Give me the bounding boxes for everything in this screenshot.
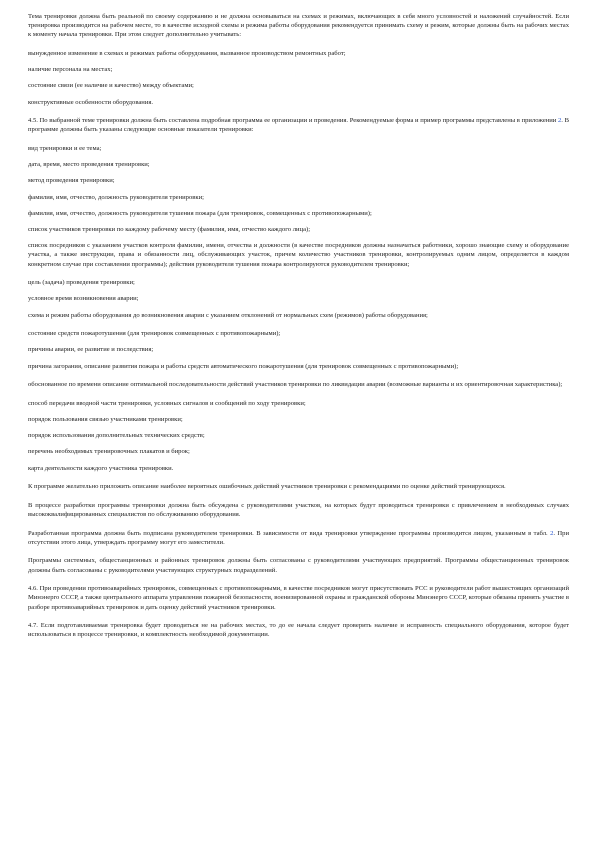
list-item: цель (задача) проведения тренировки;	[28, 279, 135, 287]
paragraph: К программе желательно приложить описание наиболее вероятных ошибочных действий участников тренировки с рекомендациями по оценке действий тренирующихся.	[28, 483, 506, 491]
list-item: порядок использования дополнительных технических средств;	[28, 432, 205, 440]
list-item: дата, время, место проведения тренировки;	[28, 161, 150, 169]
list-item: причины аварии, ее развитие и последствия;	[28, 346, 154, 354]
list-item: фамилия, имя, отчество, должность руководителя тренировки;	[28, 193, 204, 201]
paragraph-text: . При отсутствии этого лица, утверждать программу могут его заместители.	[28, 529, 569, 546]
list-item: способ передачи вводной части тренировки, условных сигналов и сообщений по ходу тренировки;	[28, 399, 306, 407]
list-item: список посредников с указанием участков контроля фамилии, имени, отчества и должности (в качестве посредников должны назначаться работники, хорошо знающие схему и оборудование участка, а также инструкции, права и обязанности лиц, обслуживающих участок, причем количество участников тренировки, контролируемых одним лицом, определяется в каждом конкретном случае при составлении программы); действия руководителя тушения пожара контролируются руководителем тренировки;	[28, 242, 569, 268]
paragraph-intro: Тема тренировки должна быть реальной по своему содержанию и не должна основываться на схемах и режимах, включающих в себя много условностей и наложений случайностей. Если тренировка производится на рабочем месте, то в качестве исходной схемы и режима работы оборудования рекомендуется принимать схему и режим, которые должны быть на рабочих местах к моменту начала тренировки. При этом следует дополнительно учитывать:	[28, 13, 569, 39]
list-item: список участников тренировки по каждому рабочему месту (фамилия, имя, отчество каждого лица);	[28, 226, 311, 234]
list-item: фамилия, имя, отчество, должность руководителя тушения пожара (для тренировок, совмещенных с противопожарными);	[28, 209, 372, 217]
list-item: перечень необходимых тренировочных плакатов и бирок;	[28, 448, 190, 456]
paragraph-text: Разработанная программа должна быть подписана руководителем тренировки. В зависимости от вида тренировки утверждение программы производится лицом, указанным в табл.	[28, 529, 551, 537]
paragraph-text: 4.5. По выбранной теме тренировки должна быть составлена подробная программа ее организации и проведения. Рекомендуемые форма и пример программы представлены в приложении	[28, 117, 558, 125]
paragraph: В процессе разработки программы тренировки должна быть обсуждена с руководителями участков, на которых будут проводиться тренировки с привлечением в необходимых случаях высококвалифицированных специалистов по обслуживанию оборудования.	[28, 501, 569, 519]
list-item: причина загорания, описание развития пожара и работы средств автоматического пожаротушения (для тренировок совмещенных с противопожарными);	[28, 362, 459, 370]
list-item: условное время возникновения аварии;	[28, 295, 139, 303]
list-item: порядок пользования связью участниками тренировки;	[28, 416, 183, 424]
list-item: схема и режим работы оборудования до возникновения аварии с указанием отклонений от нормальных схем (режимов) работы оборудования;	[28, 311, 428, 319]
list-item: карта деятельности каждого участника тренировки.	[28, 464, 174, 472]
table-link[interactable]: 2	[550, 529, 554, 537]
list-item: метод проведения тренировки;	[28, 177, 115, 185]
list-item: состояние средств пожаротушения (для тренировок совмещенных с противопожарными);	[28, 330, 281, 338]
list-item: наличие персонала на местах;	[28, 66, 113, 74]
paragraph-4-6: 4.6. При проведении противоаварийных тренировок, совмещенных с противопожарными, в качестве посредников могут присутствовать РСС и руководители работ вышестоящих организаций Минэнерго СССР, а также центрального аппарата управления пожарной безопасности, военизированной охраны и гражданской обороны Минэнерго СССР, которые обязаны принять участие в разборе противоаварийных тренировок и дать оценку действий участников тренировки.	[28, 585, 569, 611]
paragraph-4-7: 4.7. Если подготавливаемая тренировка будет проводиться не на рабочих местах, то до ее начала следует проверить наличие и исправность специального оборудования, которое будет использоваться в процессе тренировки, и комплектность необходимой документации.	[28, 622, 569, 639]
paragraph: Программы системных, общестанционных и районных тренировок должны быть согласованы с руководителями участвующих предприятий. Программы общестанционных тренировок должны быть согласованы с руководителями участвующих структурных подразделений.	[28, 557, 569, 574]
appendix-link[interactable]: 2	[558, 117, 562, 125]
list-item: вид тренировки и ее тема;	[28, 145, 102, 152]
paragraph-approval	[28, 529, 569, 547]
list-item: вынужденное изменение в схемах и режимах работы оборудования, вызванное производством ремонтных работ;	[28, 50, 346, 57]
list-item: состояние связи (ее наличие и качество) между объектами;	[28, 82, 194, 90]
list-item: конструктивные особенности оборудования.	[28, 98, 154, 106]
paragraph-4-5	[28, 116, 569, 134]
list-item: обоснованное по времени описание оптимальной последовательности действий участников тренировки по ликвидации аварии (возможные варианты и их ориентировочная характеристика);	[28, 381, 563, 389]
paragraph-text: . В программе должны быть указаны следующие основные показатели тренировки:	[28, 117, 569, 134]
